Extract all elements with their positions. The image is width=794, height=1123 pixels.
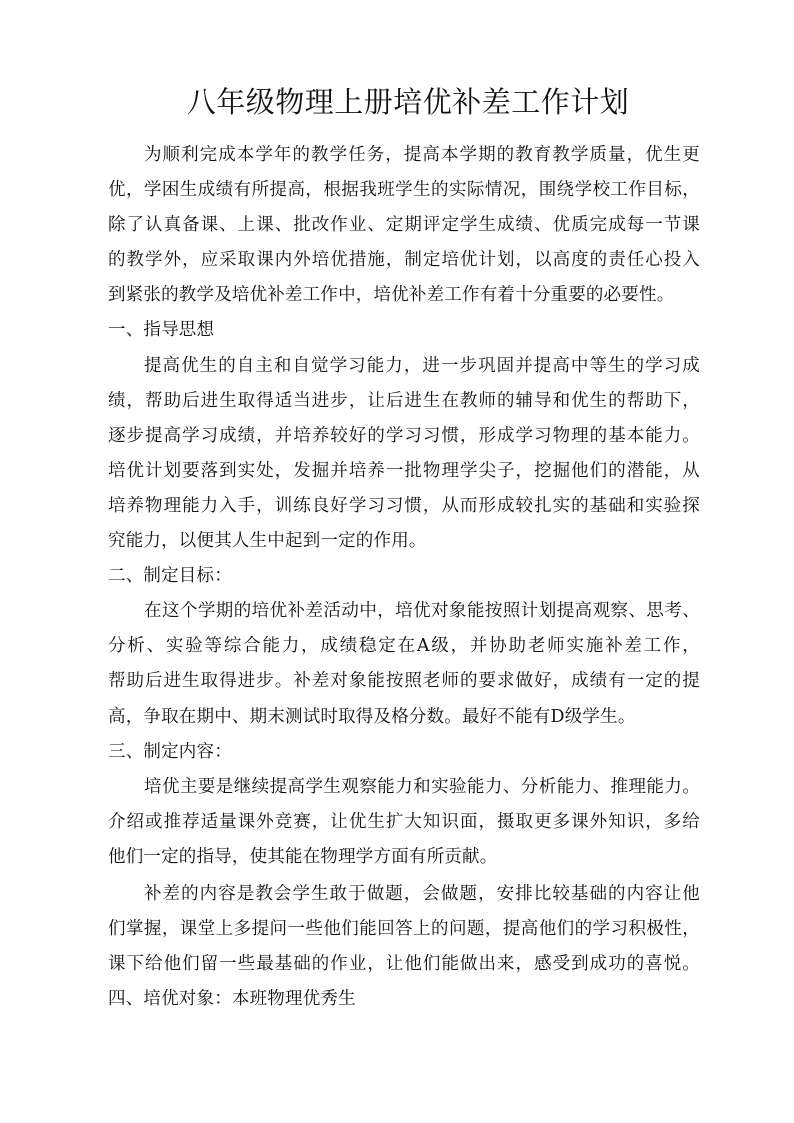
- paragraph-line: 们掌握，课堂上多提问一些他们能回答上的问题，提高他们的学习积极性，: [108, 919, 700, 940]
- paragraph-line: 培优主要是继续提高学生观察能力和实验能力、分析能力、推理能力。: [144, 776, 700, 797]
- section-heading: 三、制定内容：: [108, 741, 232, 762]
- paragraph-line: 在这个学期的培优补差活动中，培优对象能按照计划提高观察、思考、: [144, 601, 700, 622]
- paragraph-line: 补差的内容是教会学生敢于做题，会做题，安排比较基础的内容让他: [144, 883, 700, 904]
- paragraph-line: 为顺利完成本学年的教学任务，提高本学期的教育教学质量，优生更: [144, 145, 700, 165]
- paragraph-line: 的教学外，应采取课内外培优措施，制定培优计划，以高度的责任心投入: [108, 250, 700, 271]
- paragraph-line: 绩，帮助后进生取得适当进步，让后进生在教师的辅导和优生的帮助下，: [108, 390, 700, 411]
- section-heading: 一、指导思想: [108, 320, 215, 341]
- paragraph-line: 介绍或推荐适量课外竞赛，让优生扩大知识面，摄取更多课外知识，多给: [108, 811, 700, 832]
- paragraph-line: 他们一定的指导，使其能在物理学方面有所贡献。: [108, 846, 498, 867]
- document-title: 八年级物理上册培优补差工作计划: [186, 85, 630, 119]
- paragraph-line: 高，争取在期中、期末测试时取得及格分数。最好不能有D级学生。: [108, 706, 636, 727]
- section-heading: 二、制定目标：: [108, 566, 232, 587]
- paragraph-line: 培优计划要落到实处，发掘并培养一批物理学尖子，挖掘他们的潜能，从: [108, 460, 700, 481]
- paragraph-line: 到紧张的教学及培优补差工作中，培优补差工作有着十分重要的必要性。: [108, 285, 675, 306]
- paragraph-line: 逐步提高学习成绩，并培养较好的学习习惯，形成学习物理的基本能力。: [108, 425, 700, 446]
- paragraph-line: 培养物理能力入手，训练良好学习习惯，从而形成较扎实的基础和实验探: [108, 495, 700, 516]
- document-body: [108, 138, 700, 1017]
- paragraph-line: 分析、实验等综合能力，成绩稳定在A级，并协助老师实施补差工作，: [108, 636, 700, 657]
- paragraph-line: 课下给他们留一些最基础的作业，让他们能做出来，感受到成功的喜悦。: [108, 954, 700, 975]
- paragraph-line: 提高优生的自主和自觉学习能力，进一步巩固并提高中等生的学习成: [144, 355, 700, 376]
- section-heading: 四、培优对象：本班物理优秀生: [108, 989, 356, 1010]
- paragraph-line: 帮助后进生取得进步。补差对象能按照老师的要求做好，成绩有一定的提: [108, 671, 700, 692]
- paragraph-line: 除了认真备课、上课、批改作业、定期评定学生成绩、优质完成每一节课: [108, 215, 700, 236]
- paragraph-line: 究能力，以便其人生中起到一定的作用。: [108, 531, 427, 552]
- paragraph-line: 优，学困生成绩有所提高，根据我班学生的实际情况，围绕学校工作目标，: [108, 180, 700, 201]
